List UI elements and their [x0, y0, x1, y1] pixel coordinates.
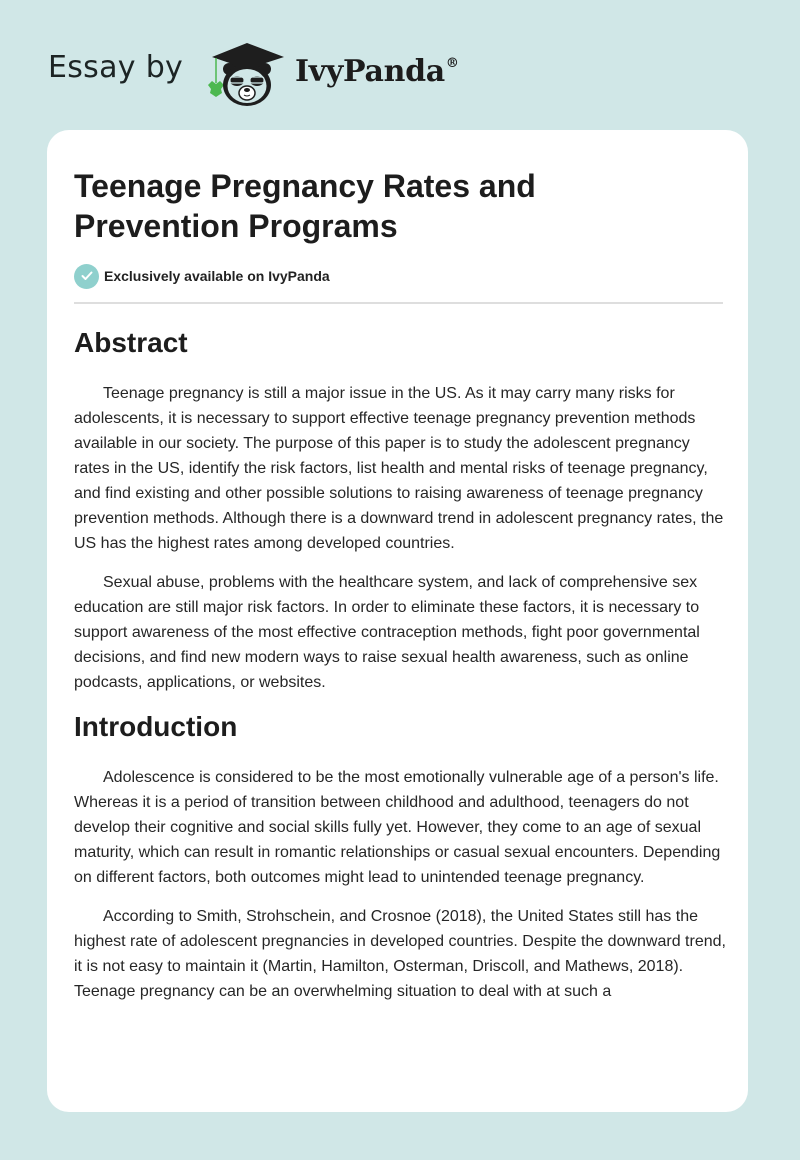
essay-card	[47, 130, 748, 1112]
panda-graduate-icon[interactable]	[202, 35, 292, 107]
paragraph: According to Smith, Strohschein, and Crosnoe (2018), the United States still has the highest rate of adolescent pregnancies in developed countries. Despite the downward trend, it is not easy to maintain it (Martin, Hamilton, Osterman, Driscoll, and Mathews, 2018). Teenage pregnancy can be an overwhelming situation to deal with at such a	[74, 908, 726, 1000]
section-heading: Abstract	[74, 327, 188, 358]
badge-text: Exclusively available on IvyPanda	[104, 268, 330, 284]
section-introduction	[74, 709, 726, 1004]
section-heading: Introduction	[74, 711, 238, 742]
registered-mark: ®	[445, 56, 459, 71]
title-divider	[74, 302, 723, 304]
brand-logo-text[interactable]	[295, 54, 459, 89]
brand-name: IvyPanda	[295, 54, 445, 89]
check-circle-icon	[74, 264, 99, 289]
page-title: Teenage Pregnancy Rates and Prevention Programs	[74, 168, 536, 244]
section-abstract	[74, 325, 726, 695]
paragraph: Adolescence is considered to be the most emotionally vulnerable age of a person's life. Whereas it is a period of transition between childhood and adulthood, teenagers do not develop their cognitive and social skills fully yet. However, they come to an age of sexual maturity, which can result in romantic relationships or casual sexual encounters. Depending on different factors, both outcomes might lead to unintended teenage pregnancy.	[74, 769, 721, 886]
essay-body	[74, 325, 726, 1018]
paragraph: Sexual abuse, problems with the healthcare system, and lack of comprehensive sex education are still major risk factors. In order to eliminate these factors, it is necessary to support awareness of the most effective contraception methods, fight poor governmental decisions, and find new modern ways to raise sexual health awareness, such as online podcasts, applications, or websites.	[74, 574, 700, 691]
exclusive-badge	[74, 263, 330, 289]
site-header	[0, 0, 800, 130]
paragraph: Teenage pregnancy is still a major issue in the US. As it may carry many risks for adolescents, it is necessary to support effective teenage pregnancy prevention methods available in our society. The purpose of this paper is to study the adolescent pregnancy rates in the US, identify the risk factors, list health and mental risks of teenage pregnancy, and find existing and other possible solutions to raising awareness of teenage pregnancy prevention methods. Although there is a downward trend in adolescent pregnancy rates, the US has the highest rates among developed countries.	[74, 385, 724, 552]
essay-by-label: Essay by	[48, 50, 184, 85]
